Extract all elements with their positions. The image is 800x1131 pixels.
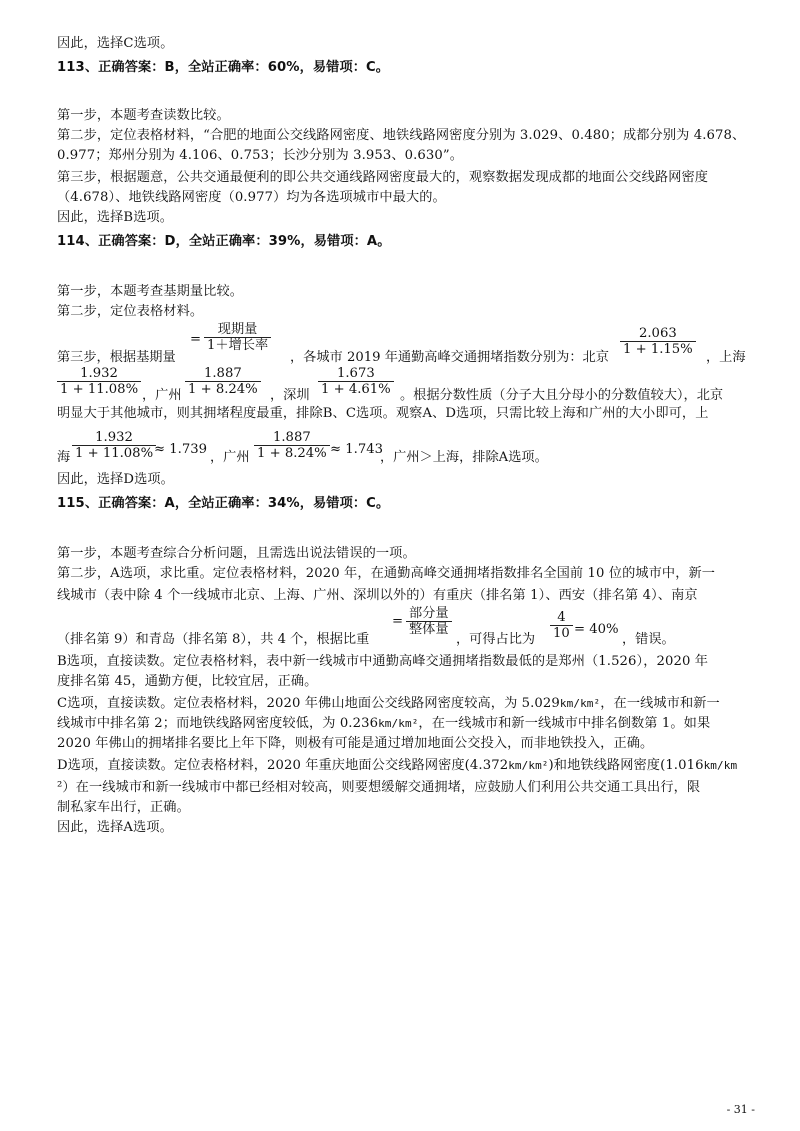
q113-prev-conclusion: 因此，选择C选项。 [57, 36, 174, 51]
q114-shenzhen-num: 1.673 [336, 366, 375, 381]
q115-option-d-unit2: km/km [703, 759, 738, 772]
q114-line3-tail: 。根据分数性质（分子大且分母小的分数值较大），北京 [400, 388, 724, 403]
q114-guangzhou2-den: 1 + 8.24% [254, 445, 330, 461]
q115-option-c-text2b: ，在一线城市和新一线城市中排名倒数第 1。如果 [418, 716, 711, 731]
q114-beijing-fraction [620, 326, 696, 357]
q115-option-d-text1b: )和地铁线路网密度(1.016 [548, 758, 704, 773]
q115-step2-line3-prefix: （排名第 9）和青岛（排名第 8），共 4 个，根据比重 [57, 632, 370, 647]
q115-option-c-text1b: ，在一线城市和新一 [600, 696, 720, 711]
q114-step3-prefix: 第三步，根据基期量 [57, 350, 176, 365]
q115-share-value: = 40% [574, 622, 619, 637]
q114-shanghai-num: 1.932 [80, 366, 118, 381]
q114-formula-equals: = [190, 332, 202, 347]
q114-step1: 第一步，本题考查基期量比较。 [57, 284, 244, 299]
q113-conclusion: 因此，选择B选项。 [57, 210, 174, 225]
q114-line5-tail: ，广州＞上海，排除A选项。 [380, 450, 548, 465]
q114-formula-numerator: 现期量 [217, 322, 258, 337]
q115-option-c-unit2: km/km² [378, 717, 419, 730]
q114-guangzhou2-num: 1.887 [272, 430, 311, 445]
q114-shanghai-fraction [57, 366, 141, 397]
q113-step1: 第一步，本题考查读数比较。 [57, 108, 230, 123]
q115-conclusion: 因此，选择A选项。 [57, 820, 173, 835]
q114-step3-mid: ，各城市 2019 年通勤高峰交通拥堵指数分别为：北京 [290, 350, 609, 365]
q114-beijing-num: 2.063 [638, 326, 677, 341]
q115-ratio-denominator: 整体量 [406, 621, 452, 637]
q114-beijing-den: 1 + 1.15% [620, 341, 696, 357]
q115-option-c-unit1: km/km² [559, 697, 601, 710]
q114-shanghai-den: 1 + 11.08% [57, 381, 141, 397]
q115-option-c-text2: 线城市中排名第 2；而地铁线路网密度较低，为 0.236 [57, 716, 379, 731]
q115-option-c-line1 [57, 694, 756, 714]
q114-guangzhou2-label: ，广州 [210, 450, 250, 465]
q115-step2-line3-mid: ，可得占比为 [456, 632, 536, 647]
q114-shanghai-label: ，上海 [706, 350, 746, 365]
q114-shenzhen-label: ，深圳 [270, 388, 310, 403]
q113-step2-line2: 0.977；郑州分别为 4.106、0.753；长沙分别为 3.953、0.630”。 [57, 148, 464, 163]
q115-option-d-line1 [57, 756, 756, 776]
q114-line5-prefix: 海 [57, 450, 71, 465]
q114-conclusion: 因此，选择D选项。 [57, 472, 174, 487]
q113-step3-line1: 第三步，根据题意，公共交通最便利的即公共交通线路网密度最大的，观察数据发现成都的地面公交线路网密度 [57, 170, 709, 185]
q115-step2-line1: 第二步，A选项，求比重。定位表格材料，2020 年，在通勤高峰交通拥堵指数排名全国前 10 位的城市中，新一 [57, 566, 716, 581]
q114-guangzhou-label: ，广州 [142, 388, 182, 403]
q114-guangzhou-den: 1 + 8.24% [185, 381, 261, 397]
q115-option-b-line2: 度排名第 45，通勤方便，比较宜居，正确。 [57, 674, 318, 689]
q115-share-num: 4 [557, 610, 566, 625]
q115-answer-header: 115、正确答案：A，全站正确率：34%，易错项：C。 [57, 496, 390, 511]
q113-step3-line2: （4.678）、地铁线路网密度（0.977）均为各选项城市中最大的。 [57, 190, 446, 205]
q115-ratio-equals: = [392, 614, 404, 629]
q113-step2-line1: 第二步，定位表格材料，“合肥的地面公交线路网密度、地铁线路网密度分别为 3.029、0.480；成都分别为 4.678、 [57, 128, 746, 143]
q115-option-c-text1: C选项，直接读数。定位表格材料，2020 年佛山地面公交线路网密度较高，为 5.029 [57, 696, 560, 711]
q115-option-d-text1: D选项，直接读数。定位表格材料，2020 年重庆地面公交线路网密度(4.372 [57, 758, 509, 773]
q115-share-fraction [550, 610, 573, 641]
q114-answer-header: 114、正确答案：D，全站正确率：39%，易错项：A。 [57, 234, 391, 249]
q114-guangzhou2-approx: ≈ 1.743 [330, 442, 383, 457]
q114-shanghai2-num: 1.932 [95, 430, 133, 445]
q115-option-c-line3: 2020 年佛山的拥堵排名要比上年下降，则极有可能是通过增加地面公交投入，而非地铁投入，正确。 [57, 736, 654, 751]
q115-option-b-line1: B选项，直接读数。定位表格材料，表中新一线城市中通勤高峰交通拥堵指数最低的是郑州（1.526），2020 年 [57, 654, 709, 669]
q115-ratio-fraction [406, 606, 452, 637]
q114-shenzhen-fraction [318, 366, 394, 397]
q115-option-d-unit1: km/km² [508, 759, 549, 772]
q114-formula-fraction [204, 322, 271, 353]
q113-answer-header: 113、正确答案：B，全站正确率：60%，易错项：C。 [57, 60, 390, 75]
q115-step2-line3-tail: ，错误。 [622, 632, 675, 647]
q114-formula-denominator: 1＋增长率 [204, 337, 271, 353]
q114-step2: 第二步，定位表格材料。 [57, 304, 204, 319]
q114-guangzhou-num: 1.887 [203, 366, 242, 381]
q114-shanghai2-approx: ≈ 1.739 [154, 442, 207, 457]
q114-guangzhou2-fraction [254, 430, 330, 461]
q115-step1: 第一步，本题考查综合分析问题，且需选出说法错误的一项。 [57, 546, 416, 561]
q115-option-d-line3: 制私家车出行，正确。 [57, 800, 190, 815]
q115-option-c-line2 [57, 714, 756, 734]
page-number: - 31 - [726, 1103, 755, 1116]
q115-ratio-numerator: 部分量 [409, 606, 449, 621]
q115-step2-line2: 线城市（表中除 4 个一线城市北京、上海、广州、深圳以外的）有重庆（排名第 1）、西安（排名第 4）、南京 [57, 588, 698, 603]
q115-share-den: 10 [550, 625, 573, 641]
q114-line4: 明显大于其他城市，则其拥堵程度最重，排除B、C选项。观察A、D选项，只需比较上海和广州的大小即可，上 [57, 406, 709, 421]
q114-shanghai2-fraction [72, 430, 156, 461]
q114-guangzhou-fraction [185, 366, 261, 397]
q114-shanghai2-den: 1 + 11.08% [72, 445, 156, 461]
q115-option-d-line2: ²）在一线城市和新一线城市中都已经相对较高，则要想缓解交通拥堵，应鼓励人们利用公共交通工具出行，限 [57, 780, 701, 795]
q114-shenzhen-den: 1 + 4.61% [318, 381, 394, 397]
